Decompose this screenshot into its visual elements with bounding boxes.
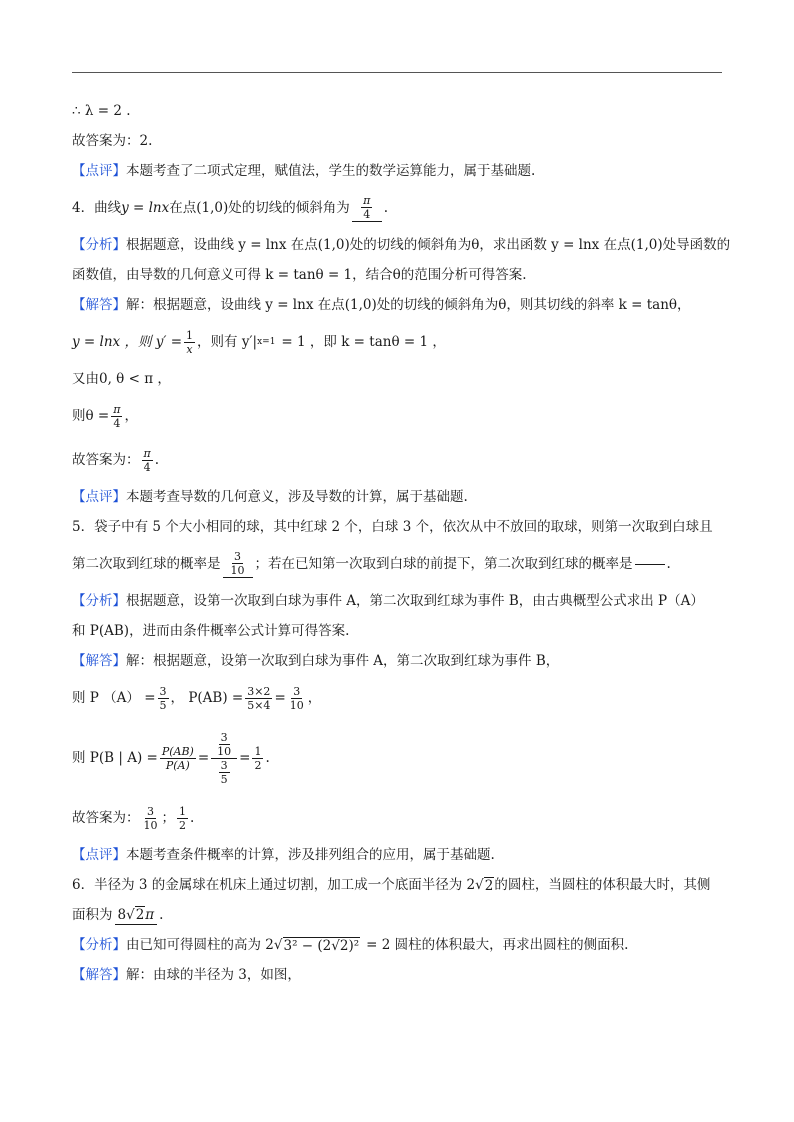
denominator: 5×4 [247,698,271,712]
text: = 1 ，即 k = tanθ = 1 ， [281,334,446,350]
solution-tag: 【解答】 [72,967,126,983]
denominator: P(A) [165,758,190,772]
text: 函数值，由导数的几何意义可得 k = tanθ = 1，结合θ的范围分析可得答案. [72,267,527,283]
fraction [215,731,233,758]
text: 故答案为： [72,452,140,468]
denominator: 4 [363,208,371,221]
fraction [142,805,160,832]
text: 6．半径为 3 的金属球在机床上通过切割，加工成一个底面半径为 2 [72,877,476,893]
denominator: 10 [230,564,245,577]
denominator: 10 [217,744,232,758]
solution-4-line5 [72,438,732,482]
text: π [145,906,155,923]
solution-5-line4 [72,796,732,840]
text: = [274,690,286,706]
text: . [265,750,270,766]
text: 故答案为：2. [72,133,153,149]
solution-tag: 【解答】 [72,653,126,669]
denominator: 5 [220,772,228,786]
fraction [252,745,263,772]
numerator: π [113,402,121,416]
analysis-5-line2 [72,616,732,646]
text: 由已知可得圆柱的高为 2 [126,937,274,953]
text: . [666,556,671,572]
text: . [190,810,195,826]
solution-4-line2 [72,320,732,364]
text: ；若在已知第一次取到白球的前提下，第二次取到红球的概率是 [254,556,633,572]
denominator: 5 [159,698,167,712]
text: 故答案为： [72,810,140,826]
sqrt: √ 3² − (2√2)² [273,937,360,954]
numerator: 3 [234,550,241,563]
text: 又由0, θ < π ， [72,371,171,387]
text: = [197,750,210,766]
fraction [229,550,247,577]
comment-5 [72,840,732,870]
numerator: π [143,446,151,460]
denominator: 10 [143,818,158,832]
sqrt: √ 2 [475,877,494,894]
denominator: 2 [254,758,262,772]
numerator: 3 [159,684,167,698]
answer-blank [352,194,382,222]
formula: y = lnx ，则 y′ = [72,334,183,350]
document-body [72,96,732,990]
text: 本题考查导数的几何意义，涉及导数的计算，属于基础题. [126,489,468,505]
text: ∴ λ = 2 . [72,103,131,119]
text: ； [161,810,175,826]
solution-6 [72,960,732,990]
analysis-5-line1 [72,586,732,616]
text: ， [124,408,138,424]
numerator: π [363,194,371,207]
text: . [154,452,160,468]
text: 面积为 [72,907,113,923]
numerator: 3 [147,804,154,818]
fraction [111,403,122,430]
fraction [142,447,153,474]
text: 则θ = [72,408,110,424]
fraction [361,194,372,221]
solution-tag: 【解答】 [72,297,126,313]
subscript: x=1 [257,337,276,347]
solution-4-line4 [72,394,732,438]
answer-blank [115,906,158,925]
text: 在点(1,0)处的切线的倾斜角为 [169,200,350,216]
solution-5-line1 [72,646,732,676]
fraction [245,685,272,712]
radicand: 2 [135,907,145,923]
fraction [177,805,188,832]
comment-tag: 【点评】 [72,847,126,863]
fraction [288,685,306,712]
fraction [158,685,169,712]
compound-fraction [211,731,237,786]
text: ，则有 y′| [197,334,258,350]
fraction [219,759,230,786]
numerator: 3 [220,758,228,772]
solution-4-line1 [72,290,732,320]
question-6-line2 [72,900,732,930]
text: 5．袋子中有 5 个大小相同的球，其中红球 2 个，白球 3 个，依次从中不放回的取球，则第一次取到白球且 [72,519,713,535]
analysis-tag: 【分析】 [72,237,126,253]
analysis-tag: 【分析】 [72,593,126,609]
denominator: x [186,342,193,356]
sqrt: √ 2 [126,906,145,923]
analysis-4-line1 [72,230,732,260]
fraction [160,745,196,772]
text: 本题考查条件概率的计算，涉及排列组合的应用，属于基础题. [126,847,495,863]
text: 则 P(B | A) = [72,750,158,766]
comment-tag: 【点评】 [72,163,126,179]
numerator: 3×2 [247,684,271,698]
comment-line [72,156,732,186]
answer-blank-empty [635,564,665,565]
text: 和 P(AB)，进而由条件概率公式计算可得答案. [72,623,350,639]
numerator: 1 [254,744,262,758]
question-5-line1 [72,512,732,542]
numerator: 3 [220,730,228,744]
fraction [184,329,195,356]
answer-line [72,126,732,156]
text: = [239,750,251,766]
denominator: 2 [179,818,186,832]
numerator: 3 [293,684,301,698]
comment-4 [72,482,732,512]
comment-tag: 【点评】 [72,489,126,505]
text: 8 [117,906,127,923]
text: = 2 圆柱的体积最大，再求出圆柱的侧面积. [366,937,629,953]
solution-5-line2 [72,676,732,720]
text: 则 P （A） = [72,690,156,706]
question-6-line1 [72,870,732,900]
text: 根据题意，设曲线 y = lnx 在点(1,0)处的切线的倾斜角为θ，求出函数 y = lnx 在点(1,0)处导函数的 [126,237,731,253]
analysis-6 [72,930,732,960]
conclusion-lambda [72,96,732,126]
numerator: 1 [179,804,186,818]
analysis-tag: 【分析】 [72,937,126,953]
solution-5-line3 [72,720,732,796]
header-rule [72,72,722,73]
text: ， [307,690,322,706]
radicand: 2 [484,877,494,894]
denominator: 10 [289,698,304,712]
question-4 [72,186,732,230]
denominator: 4 [113,416,121,430]
text: 解：根据题意，设第一次取到白球为事件 A，第二次取到红球为事件 B， [126,653,560,669]
text: 4．曲线 [72,200,122,216]
text: 本题考查了二项式定理，赋值法，学生的数学运算能力，属于基础题. [126,163,536,179]
answer-blank [223,550,253,578]
text: 的圆柱，当圆柱的体积最大时，其侧 [494,877,711,893]
question-5-line2 [72,542,732,586]
text: 解：根据题意，设曲线 y = lnx 在点(1,0)处的切线的倾斜角为θ，则其切线的斜率 k = tanθ， [126,297,691,313]
solution-4-line3 [72,364,732,394]
text: . [159,907,164,923]
text: . [383,200,389,216]
denominator: 4 [143,460,151,474]
numerator [211,731,237,759]
analysis-4-line2 [72,260,732,290]
text: 第二次取到红球的概率是 [72,556,221,572]
formula: y = lnx [121,200,170,216]
numerator: P(AB) [161,744,194,758]
text: ， P(AB) = [170,690,244,706]
text: 解：由球的半径为 3，如图， [126,967,301,983]
radicand: 3² − (2√2)² [283,937,360,954]
denominator [215,759,234,786]
numerator: 1 [186,328,194,342]
text: 根据题意，设第一次取到白球为事件 A，第二次取到红球为事件 B，由古典概型公式求出 P（A） [126,593,704,609]
